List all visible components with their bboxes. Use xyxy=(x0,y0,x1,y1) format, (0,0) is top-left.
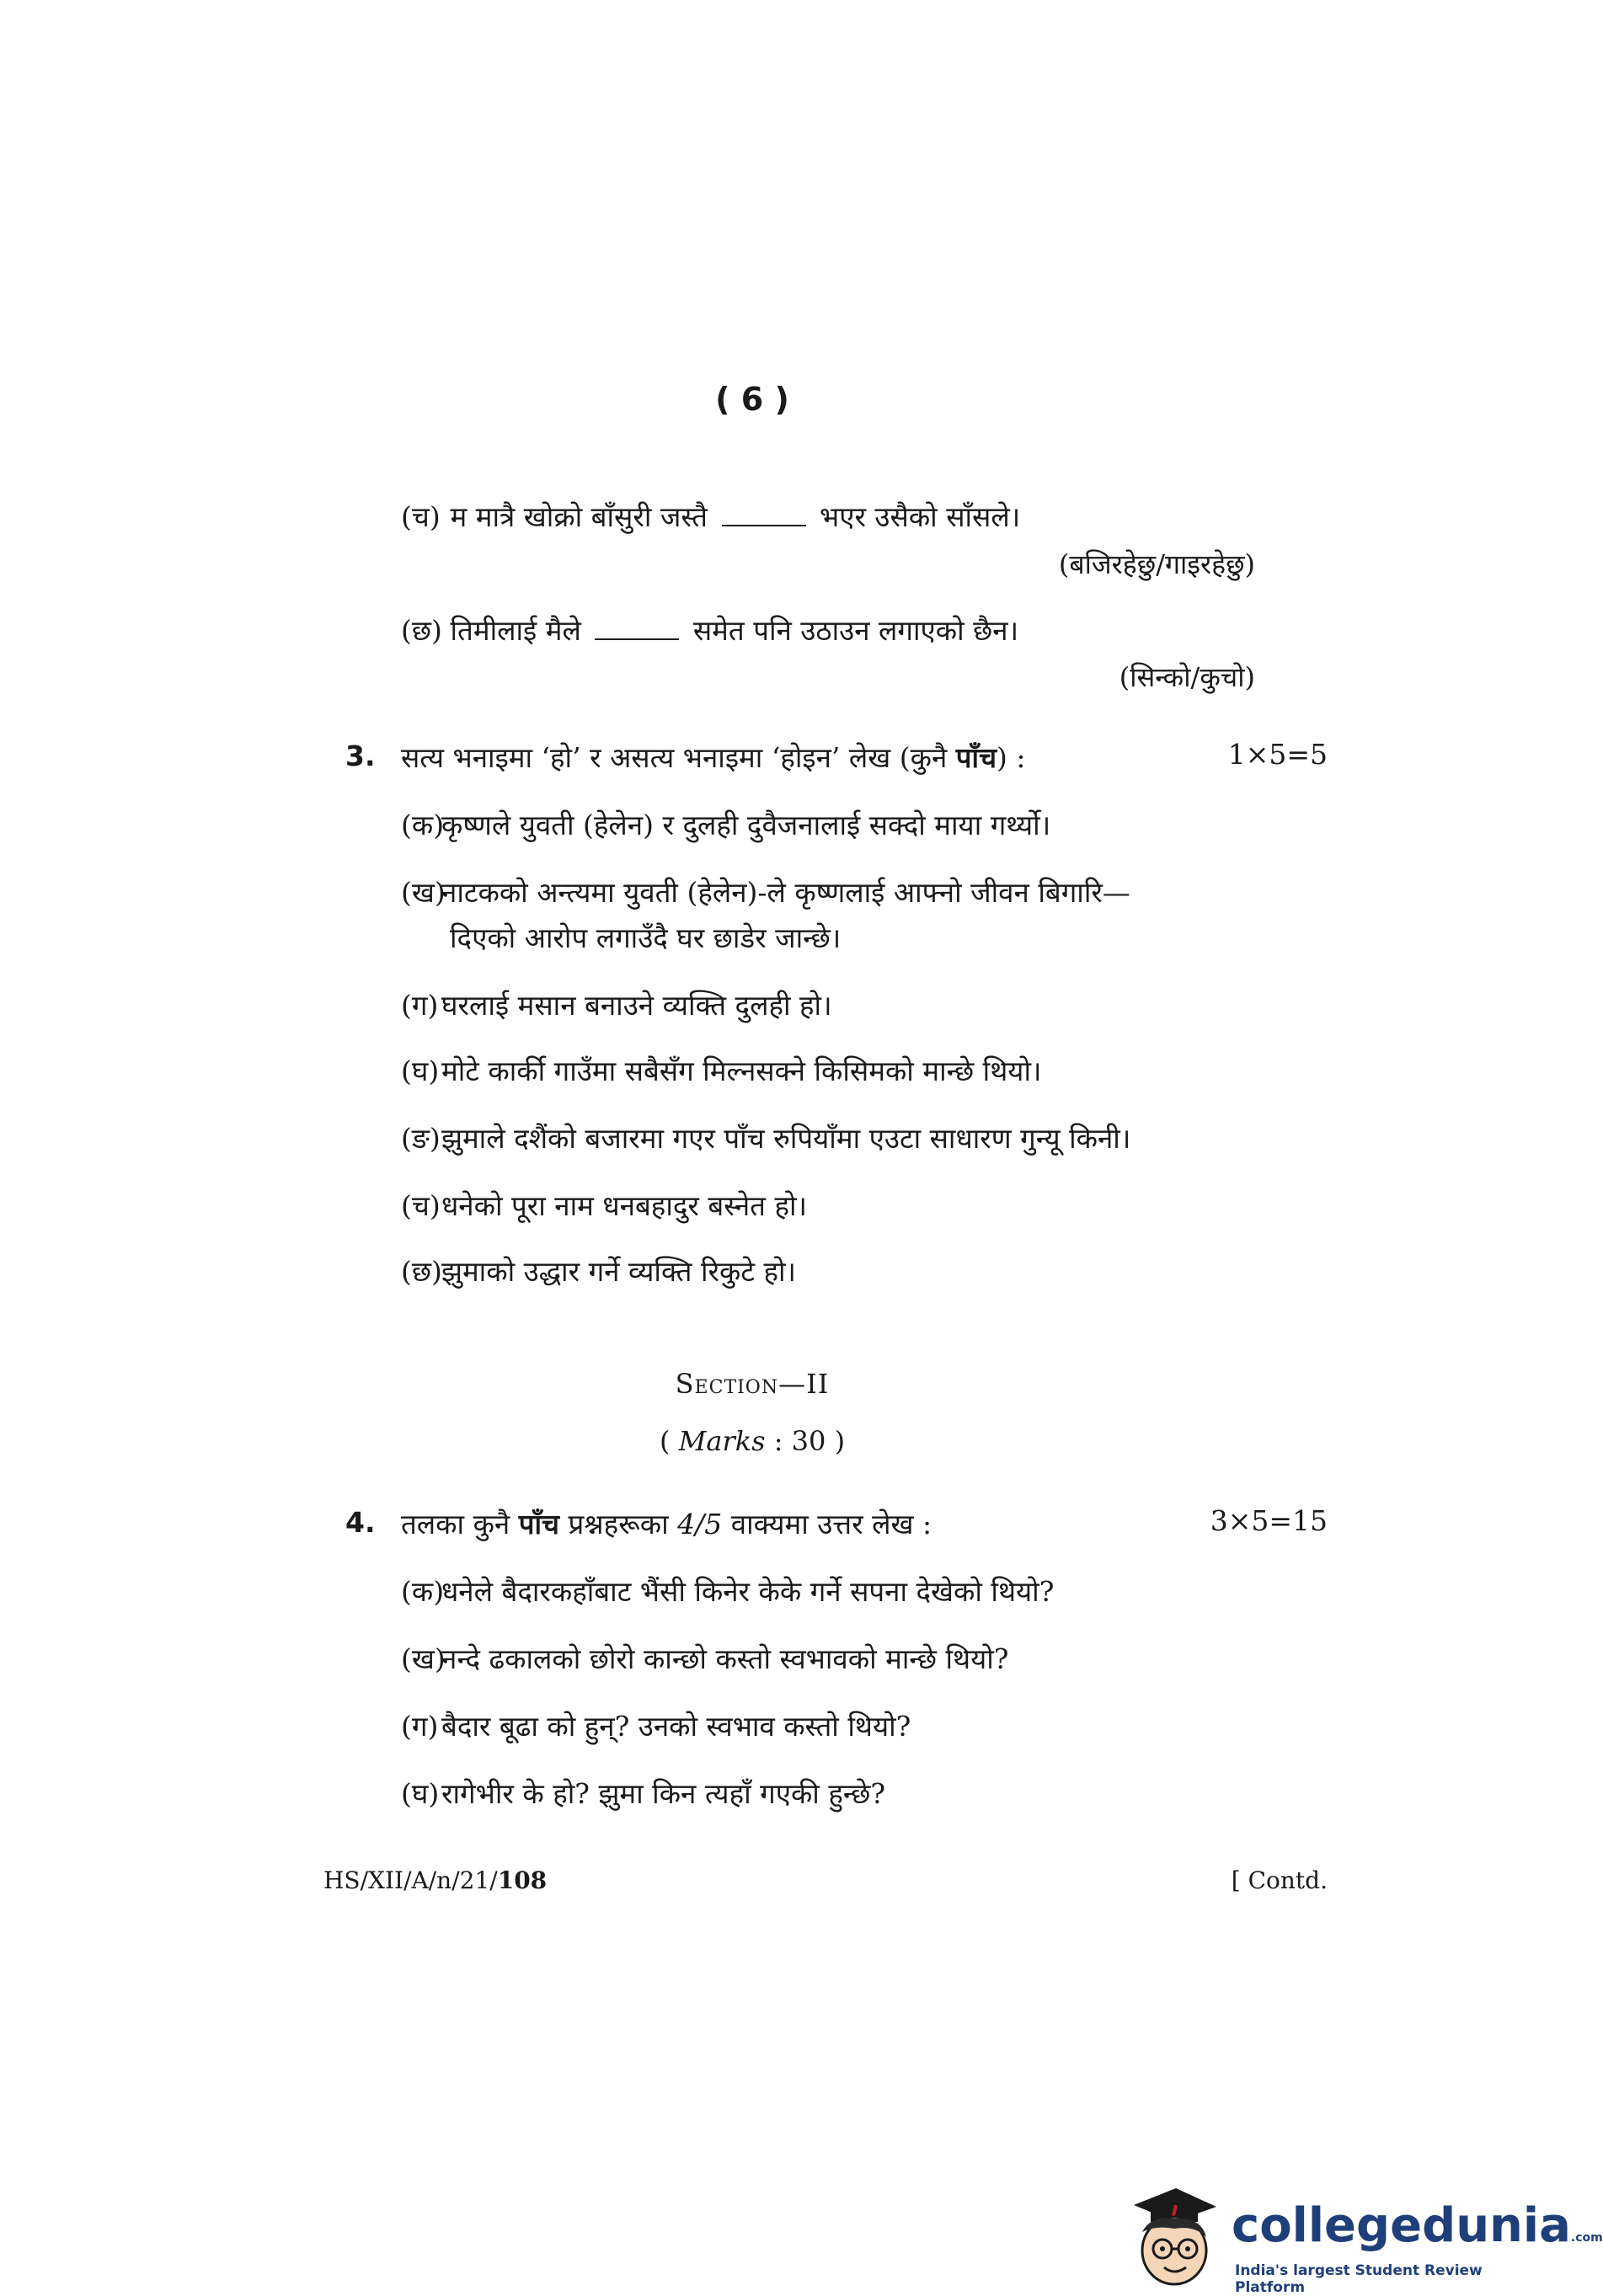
paper-code xyxy=(323,1866,547,1894)
q3-item xyxy=(401,805,1050,843)
q3-instruction-post: ) : xyxy=(997,741,1026,774)
item-text-before: म मात्रै खोक्रो बाँसुरी जस्तै xyxy=(450,500,708,533)
fill-blank xyxy=(595,635,679,640)
item-label: (ग) xyxy=(401,989,439,1022)
q4-marks: 3×5=15 xyxy=(1210,1504,1328,1537)
q3-number: 3. xyxy=(345,740,376,772)
item-text: धनेको पूरा नाम धनबहादुर बस्नेत हो। xyxy=(441,1189,808,1222)
q3-instruction xyxy=(401,738,1026,776)
section-title: Section—II xyxy=(675,1368,830,1400)
section-marks-word: Marks xyxy=(678,1425,766,1457)
item-label: (ख) xyxy=(401,876,446,909)
section-marks xyxy=(0,1425,1504,1457)
item-label: (घ) xyxy=(401,1777,440,1810)
brand-name: collegedunia xyxy=(1232,2198,1571,2253)
q4-instruction-italic: 4/5 xyxy=(677,1508,723,1540)
q4-item xyxy=(401,1706,911,1744)
brand-suffix: .com xyxy=(1570,2231,1603,2245)
item-label: (च) xyxy=(401,1189,441,1222)
item-text: रागेभीर के हो? झुमा किन त्यहाँ गएकी हुन्छे? xyxy=(441,1777,886,1810)
item-label: (ङ) xyxy=(401,1122,441,1155)
q3-item xyxy=(401,985,832,1023)
q3-item xyxy=(401,1119,1130,1156)
q2-item-chha xyxy=(401,611,1018,649)
item-label: (छ) xyxy=(401,1255,442,1288)
q4-number: 4. xyxy=(345,1506,376,1539)
q4-item xyxy=(401,1572,1054,1610)
q3-item xyxy=(401,873,1130,910)
q3-marks: 1×5=5 xyxy=(1227,738,1328,771)
section-marks-rest: : 30 ) xyxy=(773,1425,846,1457)
q3-instruction-pre: सत्य भनाइमा ‘हो’ र असत्य भनाइमा ‘होइन’ लेख (कुनै xyxy=(401,741,948,774)
q3-item xyxy=(401,1252,796,1289)
q2-options-cha: (बजिरहेछु/गाइरहेछु) xyxy=(1058,548,1255,580)
item-text: बैदार बूढा को हुन्? उनको स्वभाव कस्तो थियो? xyxy=(441,1710,911,1743)
item-text-after: समेत पनि उठाउन लगाएको छैन। xyxy=(692,614,1019,647)
item-label: (क) xyxy=(401,1575,445,1608)
item-text: मोटे कार्की गाउँमा सबैसँग मिल्नसक्ने किसिमको मान्छे थियो। xyxy=(441,1055,1042,1087)
item-label: (ख) xyxy=(401,1642,446,1675)
item-text: धनेले बैदारकहाँबाट भैंसी किनेर केके गर्ने सपना देखेको थियो? xyxy=(441,1575,1055,1608)
item-label: (घ) xyxy=(401,1055,440,1087)
q4-instruction xyxy=(401,1504,932,1542)
section-marks-open: ( xyxy=(659,1425,671,1457)
item-text: नाटकको अन्त्यमा युवती (हेलेन)-ले कृष्णलाई आफ्नो जीवन बिगारि— xyxy=(441,876,1130,909)
q2-item-cha xyxy=(401,497,1020,535)
q2-options-chha: (सिन्को/कुचो) xyxy=(1119,661,1255,693)
item-label: (छ) xyxy=(401,614,442,647)
q3-instruction-bold: पाँच xyxy=(955,741,997,774)
q4-item xyxy=(401,1774,885,1812)
q3-item xyxy=(401,1186,807,1224)
paper-code-number: 108 xyxy=(497,1866,548,1894)
q4-instruction-mid: प्रश्नहरूका xyxy=(568,1508,669,1540)
q4-instruction-pre: तलका कुनै xyxy=(401,1508,510,1540)
mascot-icon xyxy=(1117,2181,1226,2291)
q4-instruction-bold: पाँच xyxy=(518,1508,559,1540)
q3-item-continuation: दिएको आरोप लगाउँदै घर छाडेर जान्छे। xyxy=(450,921,842,954)
item-text: नन्दे ढकालको छोरो कान्छो कस्तो स्वभावको मान्छे थियो? xyxy=(441,1642,1009,1675)
item-text: कृष्णले युवती (हेलेन) र दुलही दुवैजनालाई सक्दो माया गर्थ्यो। xyxy=(441,809,1051,841)
item-label: (च) xyxy=(401,500,441,533)
item-label: (ग) xyxy=(401,1710,439,1743)
item-text: झुमाको उद्धार गर्ने व्यक्ति रिकुटे हो। xyxy=(441,1255,797,1288)
paper-code-prefix: HS/XII/A/n/21/ xyxy=(323,1866,498,1894)
contd-label: [ Contd. xyxy=(1231,1866,1328,1894)
q4-instruction-post: वाक्यमा उत्तर लेख : xyxy=(730,1508,932,1540)
item-text-before: तिमीलाई मैले xyxy=(450,614,581,647)
q3-item xyxy=(401,1051,1042,1089)
collegedunia-watermark xyxy=(1117,2181,1603,2296)
item-text: झुमाले दशैंको बजारमा गएर पाँच रुपियाँमा एउटा साधारण गुन्यू किनी। xyxy=(441,1122,1131,1155)
page-number: ( 6 ) xyxy=(715,381,789,418)
item-text-after: भएर उसैको साँसले। xyxy=(820,500,1021,533)
q4-item xyxy=(401,1639,1009,1677)
item-text: घरलाई मसान बनाउने व्यक्ति दुलही हो। xyxy=(441,989,832,1022)
brand-tagline: India's largest Student Review Platform xyxy=(1235,2262,1483,2296)
fill-blank xyxy=(722,521,806,526)
item-label: (क) xyxy=(401,809,445,841)
